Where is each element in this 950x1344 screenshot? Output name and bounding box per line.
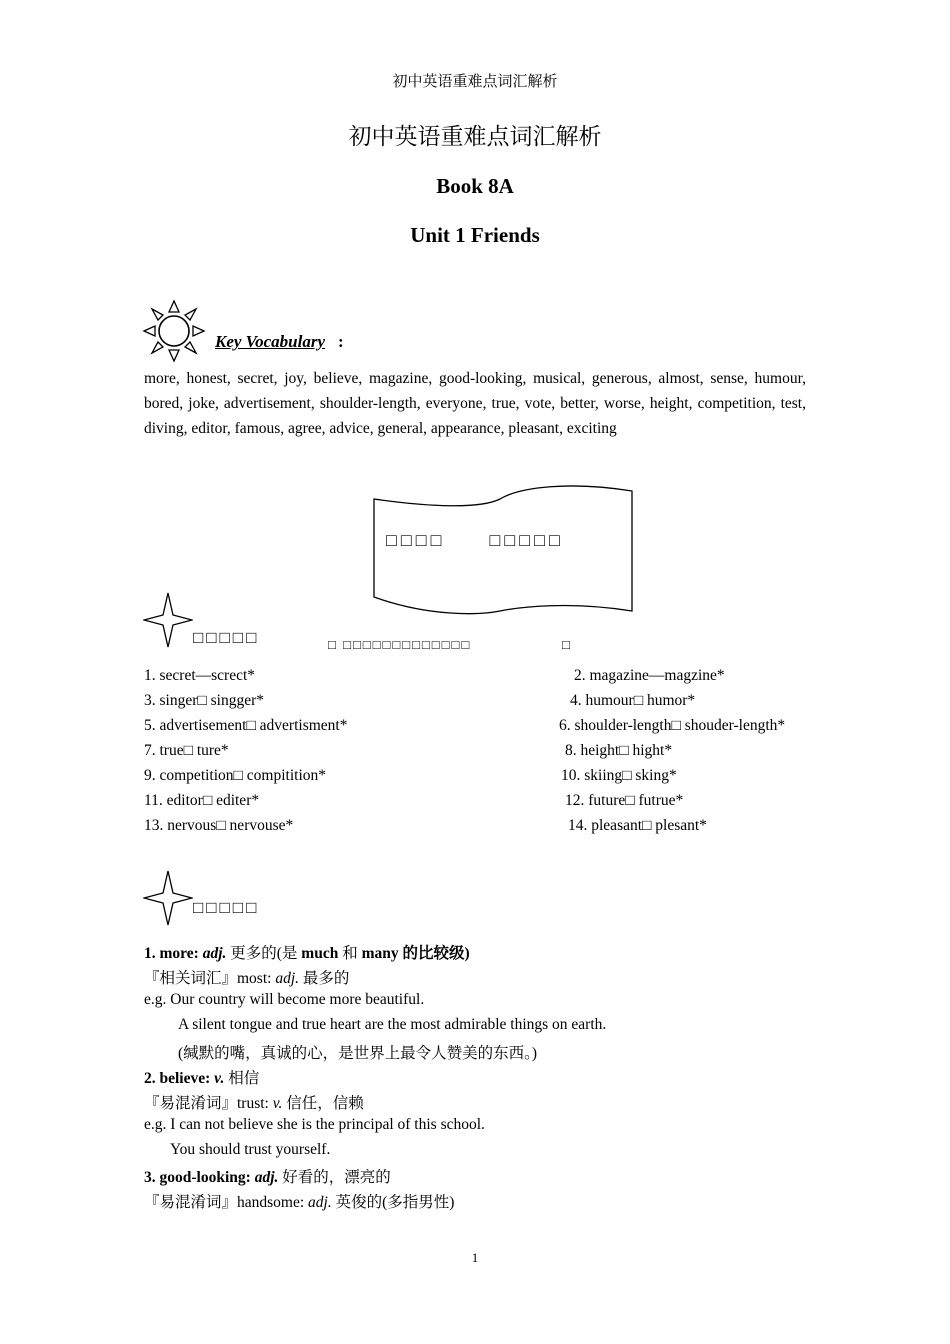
spelling-item: 2. magazine—magzine* (574, 667, 725, 684)
spelling-item: 11. editor□ editer* (144, 792, 260, 809)
section-2-title: □□□□□ (193, 898, 260, 917)
example-sentence: A silent tongue and true heart are the most admirable things on earth. (178, 1016, 607, 1033)
spelling-item: 3. singer□ singger* (144, 692, 264, 709)
banner-text: □□□□ □□□□□ (386, 530, 564, 550)
confusable-label: 『易混淆词』handsome: (144, 1194, 309, 1211)
entry-word: 3. good-looking: (144, 1169, 251, 1186)
keyword: many (361, 945, 399, 962)
spelling-item: 9. competition□ compitition* (144, 767, 326, 784)
part-of-speech: v. (272, 1095, 283, 1112)
unit-heading: Unit 1 Friends (410, 223, 540, 247)
part-of-speech: adj. (308, 1194, 332, 1211)
part-of-speech: adj. (254, 1169, 279, 1186)
related-definition: 最多的 (299, 970, 350, 987)
confusable-words (144, 1190, 454, 1212)
section-1-note-end: □ (562, 637, 570, 652)
entry-2-heading (144, 1066, 259, 1088)
confusable-definition: 英俊的(多指男性) (331, 1194, 455, 1211)
entry-word: 1. more: (144, 945, 199, 962)
page-header: 初中英语重难点词汇解析 (392, 74, 558, 90)
spelling-item: 14. pleasant□ plesant* (568, 817, 707, 834)
entry-definition: 更多的(是 (226, 945, 302, 962)
book-heading: Book 8A (436, 174, 514, 198)
spelling-item: 4. humour□ humor* (570, 692, 696, 709)
confusable-definition: 信任，信赖 (282, 1095, 364, 1112)
related-words (144, 966, 349, 988)
entry-3-heading (144, 1165, 391, 1187)
sun-icon (142, 298, 206, 364)
entry-definition: 好看的，漂亮的 (278, 1169, 391, 1186)
spelling-item: 1. secret—screct* (144, 667, 256, 684)
example-sentence: You should trust yourself. (170, 1141, 331, 1158)
spelling-item: 5. advertisement□ advertisment* (144, 717, 348, 734)
spelling-item: 10. skiing□ sking* (561, 767, 677, 784)
spelling-item: 13. nervous□ nervouse* (144, 817, 294, 834)
part-of-speech: v. (214, 1070, 225, 1087)
part-of-speech: adj. (275, 970, 300, 987)
confusable-label: 『易混淆词』trust: (144, 1095, 273, 1112)
example-sentence: e.g. I can not believe she is the principal of this school. (144, 1116, 485, 1133)
vocabulary-list: more, honest, secret, joy, believe, magazine, good-looking, musical, generous, almost, sense, humour, bored, joke, advertisement, shoulder-length, everyone, true, vote, better, worse, height, competition, test, diving, editor, famous, agree, advice, general, appearance, pleasant, exciting (144, 370, 806, 437)
keyword: much (301, 945, 339, 962)
key-vocabulary-label: Key Vocabulary (215, 332, 326, 351)
example-sentence: e.g. Our country will become more beautiful. (144, 991, 425, 1008)
entry-definition: 和 (338, 945, 362, 962)
section-1-note: □ □□□□□□□□□□□□□ (328, 637, 472, 652)
document-title: 初中英语重难点词汇解析 (348, 124, 602, 149)
section-1-title: □□□□□ (193, 628, 260, 647)
key-vocabulary-colon: : (338, 332, 344, 351)
spelling-item: 6. shoulder-length□ shouder-length* (559, 717, 786, 734)
four-point-star-icon (143, 870, 193, 926)
entry-word: 2. believe: (144, 1070, 211, 1087)
four-point-star-icon (143, 592, 193, 648)
example-translation: (缄默的嘴，真诚的心，是世界上最令人赞美的东西。) (178, 1045, 538, 1062)
entry-1-heading (144, 941, 470, 963)
confusable-words (144, 1091, 364, 1113)
related-label: 『相关词汇』most: (144, 970, 276, 987)
spelling-item: 8. height□ hight* (565, 742, 673, 759)
part-of-speech: adj. (202, 945, 227, 962)
entry-definition: 的比较级) (398, 945, 470, 962)
spelling-item: 7. true□ ture* (144, 742, 229, 759)
entry-definition: 相信 (224, 1070, 260, 1087)
page-number: 1 (471, 1250, 479, 1265)
spelling-item: 12. future□ futrue* (565, 792, 684, 809)
